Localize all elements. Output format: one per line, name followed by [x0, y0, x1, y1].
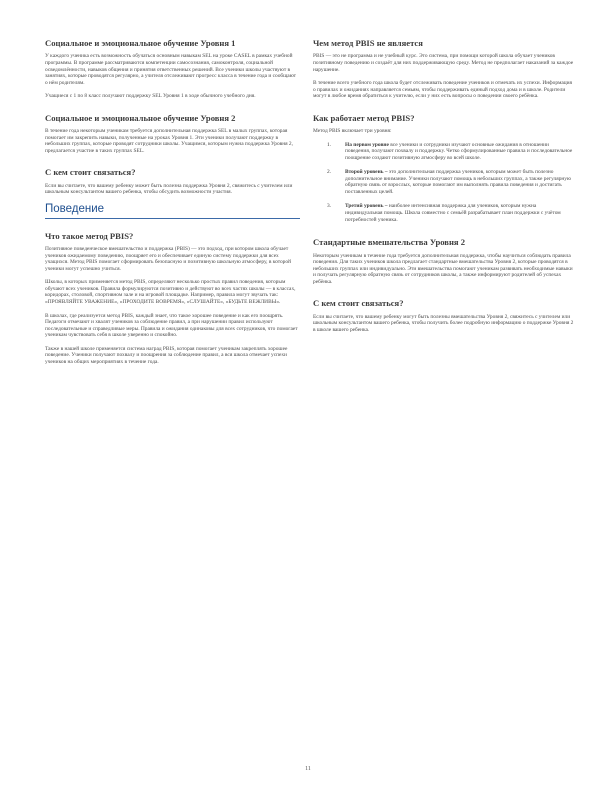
pbis-not-paragraph-1: PBIS — это не программа и не учебный курс. Это система, при помощи которой школа обучает учеников позитивному поведению и создаёт для них поддерживающую среду. Метод не предполагает наказаний за каждое нарушение. — [313, 53, 574, 73]
pbis-what-paragraph-3: В школах, где реализуется метод PBIS, каждый знает, что такое хорошее поведение и как его поощрять. Педагоги отмечают и хвалят учеников за соблюдение правил, а при нарушении правил используют последовательные и справедливые меры. Правила и ожидания одинаковы для всех сотрудников, что помогает ученикам чувствовать себя в школе уверенно и спокойно. — [45, 312, 298, 339]
list-item-number: 1. — [327, 141, 332, 148]
list-item-text: это дополнительная поддержка учеников, которым может быть полезно дополнительное внимание. Ученики получают помощь в небольших группах, а также регулярную обратную связь от взрослых, которые помогают им выполнять правила поведения и достигать поставленных целей. — [345, 169, 572, 195]
pbis-what-paragraph-2: Школы, в которых применяется метод PBIS, определяют несколько простых правил поведения, которым обучают всех учеников. Правила формулируются позитивно и действуют во всех частях школы — в классах, коридорах, столовой, спортивном зале и на игровой площадке. Например, правила могут звучать так: «ПРОЯВЛЯЙТЕ УВАЖЕНИЕ», «ПРОХОДИТЕ ВОВРЕМЯ», «СЛУШАЙТЕ», «БУДЬТЕ ВЕЖЛИВЫ». — [45, 279, 296, 306]
tier2-interventions-paragraph: Некоторым ученикам в течение года требуется дополнительная поддержка, чтобы научиться соблюдать правила поведения. Для таких учеников школа предлагает стандартные вмешательства Уровня 2, которые проводятся в небольших группах или индивидуально. Эти вмешательства помогают ученикам развивать необходимые навыки и получать регулярную обратную связь от сотрудников школы, а также информируют родителей об успехах ребёнка. — [313, 252, 573, 285]
pbis-contact-heading: С кем стоит связаться? — [313, 298, 404, 309]
sel-tier2-heading: Социальное и эмоциональное обучение Уровня 2 — [45, 112, 236, 123]
sel-tier1-paragraph: У каждого ученика есть возможность обучаться основным навыкам SEL на уроке CASEL в рамках учебной программы. В программе рассматриваются компетенции самосознания, самоконтроля, социальной осведомлённости, навыков общения и принятия ответственных решений. Все ученики школы участвуют в занятиях, которые проводятся регулярно, а учителя отслеживают прогресс класса в течение года и сообщают о нём родителям. — [45, 53, 297, 86]
sel-contact-heading: С кем стоит связаться? — [45, 167, 136, 178]
behavior-section-title: Поведение — [45, 203, 300, 219]
tier2-interventions-heading: Стандартные вмешательства Уровня 2 — [313, 237, 465, 248]
list-item-lead: Третий уровень – — [345, 203, 388, 210]
list-item-text: все ученики и сотрудники изучают основные ожидания в отношении поведения, получают похвалу и поддержку. Четко сформулированные правила и последовательное поощрение создают позитивную атмосферу во всей школе. — [345, 141, 573, 161]
sel-contact-paragraph: Если вы считаете, что вашему ребенку может быть полезна поддержка Уровня 2, свяжитесь с учителем или школьным консультантом вашего ребенка, чтобы обсудить возможности участия. — [45, 182, 293, 196]
list-item — [313, 203, 575, 223]
sel-tier2-paragraph: В течение года некоторым ученикам требуется дополнительная поддержка SEL в малых группах, которая помогает им закрепить навыки, полученные на уроках Уровня 1. Эти ученики получают поддержку в небольших группах, которые проводят сотрудники школы. Учащимся, которым нужна поддержка Уровня 2, предлагается участие в таких группах SEL. — [45, 128, 293, 154]
pbis-what-paragraph-1: Позитивное поведенческое вмешательство и поддержка (PBIS) — это подход, при котором школа обучает учеников ожидаемому поведению, поощряет его и обеспечивает единую систему поддержки для всех учащихся. Метод PBIS помогает сформировать безопасную и позитивную школьную атмосферу, в которой ученики могут успешно учиться. — [45, 246, 291, 272]
list-item — [313, 169, 575, 195]
sel-tier1-note: Учащиеся с 1 по 8 класс получают поддержку SEL Уровня 1 в ходе обычного учебного дня. — [45, 93, 256, 100]
pbis-not-paragraph-2: В течение всего учебного года школа будет отслеживать поведение учеников и отмечать их успехи. Информация о правилах и ожиданиях направляется семьям, чтобы поддерживать единый подход дома и в школе. Родители могут в любое время обратиться к учителю, если у них есть вопросы о поведении своего ребёнка. — [313, 80, 572, 100]
list-item-number: 2. — [327, 169, 332, 176]
list-item-text: наиболее интенсивная поддержка для учеников, которым нужна индивидуальная помощь. Школа совместно с семьёй разрабатывает план поддержки с учётом потребностей ученика. — [345, 203, 561, 223]
pbis-contact-paragraph: Если вы считаете, что вашему ребенку могут быть полезны вмешательства Уровня 2, свяжитесь с учителем или школьным консультантом вашего ребенка, чтобы получить более подробную информацию о поддержке Уровня 2 в школе вашего ребенка. — [313, 313, 574, 333]
right-column — [313, 38, 575, 340]
list-item-lead: На первом уровне — [345, 141, 389, 148]
page-number: 11 — [305, 766, 311, 772]
sel-tier1-heading: Социальное и эмоциональное обучение Уровня 1 — [45, 38, 236, 48]
pbis-what-paragraph-4: Также в нашей школе применяется система наград PBIS, которая помогает ученикам закреплять хорошее поведение. Ученики получают похвалу и поощрения за соблюдение правил, а вся школа отмечает успехи учеников на общих мероприятиях в течение года. — [45, 345, 288, 365]
list-item-number: 3. — [327, 203, 332, 210]
list-item-body — [345, 203, 575, 223]
pbis-how-intro: Метод PBIS включает три уровня: — [313, 128, 392, 135]
list-item-body — [345, 142, 575, 162]
pbis-what-heading: Что такое метод PBIS? — [45, 230, 134, 241]
list-item — [313, 142, 575, 162]
pbis-how-heading: Как работает метод PBIS? — [313, 112, 415, 123]
left-column — [45, 38, 300, 372]
list-item-lead: Второй уровень – — [345, 169, 388, 176]
list-item-body — [345, 169, 575, 195]
pbis-not-heading: Чем метод PBIS не является — [313, 38, 423, 48]
pbis-tier-list — [313, 142, 575, 223]
